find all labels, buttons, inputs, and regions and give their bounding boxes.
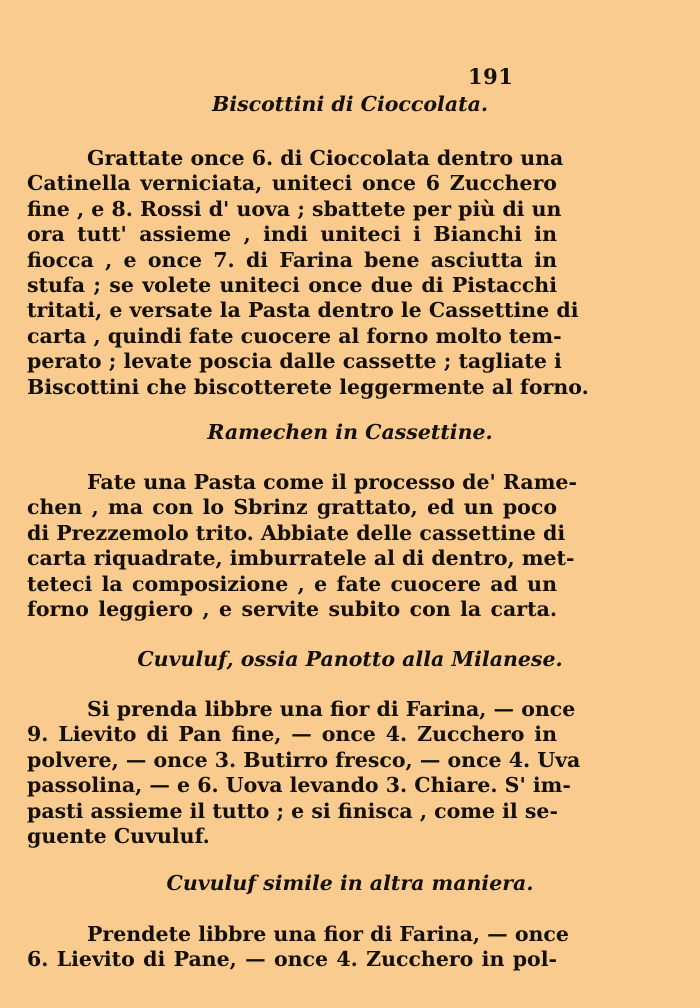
text-line: 9. Lievito di Pan fine, — once 4. Zucchero in xyxy=(27,722,557,747)
text-line: Grattate once 6. di Cioccolata dentro una xyxy=(87,146,564,170)
text-line: pasti assieme il tutto ; e si finisca , come il se- xyxy=(27,798,558,823)
recipe-title-ramechen: Ramechen in Cassettine. xyxy=(207,420,493,444)
text-line: Fate una Pasta come il processo de' Rame- xyxy=(87,470,577,494)
text-line: ora tutt' assieme , indi uniteci i Bianchi in xyxy=(27,222,557,247)
text-line: perato ; levate poscia dalle cassette ; tagliate i xyxy=(27,349,562,374)
text-line: Si prenda libbre una fior di Farina, — once xyxy=(87,697,576,721)
text-line: passolina, — e 6. Uova levando 3. Chiare. S' im- xyxy=(27,773,571,798)
recipe-text-cuvuluf xyxy=(27,697,581,849)
text-line: teteci la composizione , e fate cuocere ad un xyxy=(27,571,557,596)
text-line: stufa ; se volete uniteci once due di Pistacchi xyxy=(27,272,557,297)
text-line: fine , e 8. Rossi d' uova ; sbattete per più di un xyxy=(27,196,562,221)
text-line: Prendete libbre una fior di Farina, — once xyxy=(87,922,569,946)
text-line: 6. Lievito di Pane, — once 4. Zucchero in pol- xyxy=(27,947,557,972)
recipe-title-biscottini: Biscottini di Cioccolata. xyxy=(212,92,488,116)
text-line: Biscottini che biscotterete leggermente al forno. xyxy=(27,374,589,399)
text-line: carta , quindi fate cuocere al forno molto tem- xyxy=(27,323,562,348)
text-line: di Prezzemolo trito. Abbiate delle cassettine di xyxy=(27,520,566,545)
recipe-text-ramechen xyxy=(27,470,577,622)
text-line: tritati, e versate la Pasta dentro le Cassettine di xyxy=(27,298,579,323)
text-line: Catinella verniciata, uniteci once 6 Zucchero xyxy=(27,171,557,196)
text-line: fiocca , e once 7. di Farina bene asciutta in xyxy=(27,247,557,272)
recipe-text-biscottini xyxy=(27,146,589,400)
text-line: guente Cuvuluf. xyxy=(27,823,210,848)
text-line: forno leggiero , e servite subito con la carta. xyxy=(27,596,557,621)
recipe-title-cuvuluf: Cuvuluf, ossia Panotto alla Milanese. xyxy=(137,647,563,671)
page-number: 191 xyxy=(468,64,514,89)
recipe-text-cuvuluf-alt xyxy=(27,922,569,973)
text-line: carta riquadrate, imburratele al di dentro, met- xyxy=(27,546,575,571)
recipe-title-cuvuluf-alt: Cuvuluf simile in altra maniera. xyxy=(166,871,534,895)
text-line: polvere, — once 3. Butirro fresco, — once 4. Uva xyxy=(27,747,581,772)
text-line: chen , ma con lo Sbrinz grattato, ed un poco xyxy=(27,495,557,520)
